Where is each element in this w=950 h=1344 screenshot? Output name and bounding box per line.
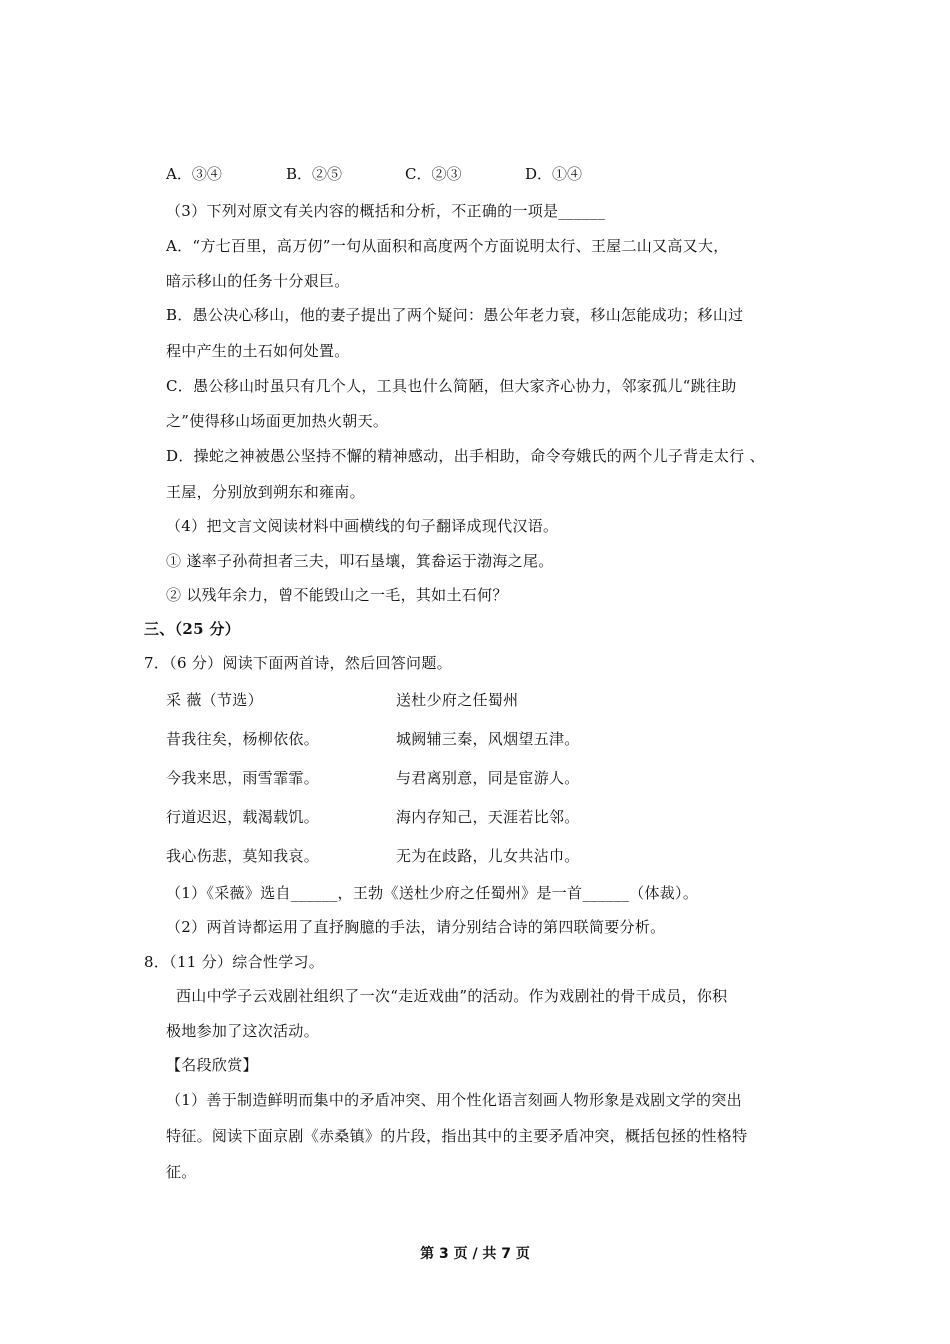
option-b: B．②⑤ (286, 165, 343, 183)
q4-sentence-2: ② 以残年余力，曾不能毁山之一毛，其如土石何？ (166, 586, 508, 604)
poem2-title: 送杜少府之任蜀州 (396, 691, 519, 709)
q3-option-a-line1: A．“方七百里，高万仞”一句从面积和高度两个方面说明太行、王屋二山又高又大， (166, 237, 729, 255)
q8-paragraph-line2: 极地参加了这次活动。 (166, 1022, 320, 1040)
poem1-line: 我心伤悲，莫知我哀。 (166, 847, 320, 865)
q8-section-label: 【名段欣赏】 (166, 1056, 258, 1074)
q8-sub1-line2: 特征。阅读下面京剧《赤桑镇》的片段，指出其中的主要矛盾冲突，概括包拯的性格特 (166, 1127, 748, 1145)
q4-sentence-1: ① 遂率子孙荷担者三夫，叩石垦壤，箕畚运于渤海之尾。 (166, 552, 554, 570)
poem1-line: 昔我往矣，杨柳依依。 (166, 730, 320, 748)
q3-option-c-line2: 之”使得移山场面更加热火朝天。 (166, 412, 389, 430)
q3-option-d-line2: 王屋，分别放到朔东和雍南。 (166, 483, 365, 501)
q4-prompt: （4）把文言文阅读材料中画横线的句子翻译成现代汉语。 (166, 517, 559, 535)
q7-sub2: （2）两首诗都运用了直抒胸臆的手法，请分别结合诗的第四联简要分析。 (166, 918, 666, 936)
q8-sub1-line1: （1）善于制造鲜明而集中的矛盾冲突、用个性化语言刻画人物形象是戏剧文学的突出 (166, 1091, 742, 1109)
q3-option-b-line2: 程中产生的土石如何处置。 (166, 342, 350, 360)
poem1-line: 行道迟迟，载渴载饥。 (166, 808, 320, 826)
option-d: D．①④ (525, 165, 583, 183)
q7-sub1: （1）《采薇》选自______，王勃《送杜少府之任蜀州》是一首______（体裁）。 (166, 884, 699, 902)
poem2-line: 城阙辅三秦，风烟望五津。 (396, 730, 580, 748)
q3-option-d-line1: D．操蛇之神被愚公坚持不懈的精神感动，出手相助，命令夸娥氏的两个儿子背走太行 、 (166, 447, 765, 465)
q3-option-b-line1: B．愚公决心移山，他的妻子提出了两个疑问：愚公年老力衰，移山怎能成功；移山过 (166, 306, 744, 324)
q3-option-a-line2: 暗示移山的任务十分艰巨。 (166, 272, 350, 290)
poem2-line: 海内存知己，天涯若比邻。 (396, 808, 580, 826)
poem1-title: 采 薇（节选） (166, 691, 263, 709)
poem1-line: 今我来思，雨雪霏霏。 (166, 769, 320, 787)
poem2-line: 无为在歧路，儿女共沾巾。 (396, 847, 580, 865)
option-c: C．②③ (405, 165, 462, 183)
q8-sub1-line3: 征。 (166, 1163, 197, 1181)
poem2-line: 与君离别意，同是宦游人。 (396, 769, 580, 787)
q8-paragraph-line1: 西山中学子云戏剧社组织了一次“走近戏曲”的活动。作为戏剧社的骨干成员，你积 (176, 987, 728, 1005)
q8-intro: 8．（11 分）综合性学习。 (144, 953, 325, 971)
page-number-footer: 第 3 页 / 共 7 页 (420, 1246, 530, 1262)
q3-prompt: （3）下列对原文有关内容的概括和分析，不正确的一项是______ (166, 202, 606, 220)
section-heading: 三、（25 分） (144, 620, 240, 638)
q3-option-c-line1: C．愚公移山时虽只有几个人，工具也什么简陋，但大家齐心协力，邻家孤儿“跳往助 (166, 377, 737, 395)
option-a: A．③④ (166, 165, 222, 183)
q7-intro: 7．（6 分）阅读下面两首诗，然后回答问题。 (144, 654, 452, 672)
